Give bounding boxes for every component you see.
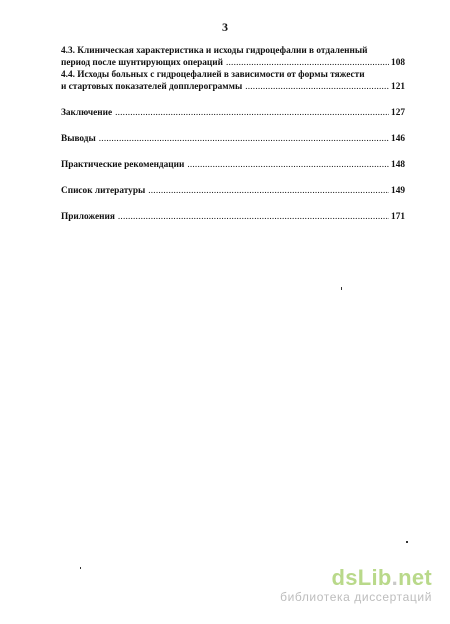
toc-page-number: 171 <box>391 212 405 222</box>
toc-entry-conclusion[interactable] <box>61 107 405 119</box>
toc-page-number: 149 <box>391 186 405 196</box>
page-number: 3 <box>222 20 228 34</box>
toc-entry-title: Заключение <box>61 108 113 118</box>
watermark-logo: dsLib.net <box>331 565 432 590</box>
toc-entry-title-continued: и стартовых показателей допплерограммы <box>61 82 243 92</box>
dot-leader <box>187 159 389 171</box>
dot-leader <box>245 81 389 93</box>
toc-page-number: 108 <box>391 58 405 68</box>
toc-page-number: 127 <box>391 108 405 118</box>
toc-entry-recommendations[interactable] <box>61 159 405 171</box>
toc-entry-4-3[interactable] <box>61 45 405 69</box>
site-watermark <box>280 566 432 604</box>
dot-leader <box>148 185 389 197</box>
dot-leader <box>226 57 389 69</box>
table-of-contents <box>61 45 405 223</box>
toc-entry-references[interactable] <box>61 185 405 197</box>
dot-leader <box>118 211 389 223</box>
toc-entry-findings[interactable] <box>61 133 405 145</box>
toc-entry-title: Практические рекомендации <box>61 160 185 170</box>
toc-entry-title: Выводы <box>61 134 96 144</box>
scan-speck <box>80 567 81 569</box>
toc-entry-title-line1: 4.4. Исходы больных с гидроцефалией в зависимости от формы тяжести <box>61 70 365 80</box>
toc-entry-title-line1: 4.3. Клиническая характеристика и исходы гидроцефалии в отдаленный <box>61 46 368 56</box>
toc-page-number: 148 <box>391 160 405 170</box>
watermark-subtitle: библиотека диссертаций <box>280 590 432 604</box>
toc-page-number: 146 <box>391 134 405 144</box>
toc-entry-title-line2 <box>61 57 405 69</box>
toc-entry-appendices[interactable] <box>61 211 405 223</box>
toc-page-number: 121 <box>391 82 405 92</box>
scan-speck <box>341 287 342 290</box>
scan-speck <box>406 541 408 543</box>
toc-entry-title: Приложения <box>61 212 115 222</box>
toc-entry-title-continued: период после шунтирующих операций <box>61 58 223 68</box>
toc-entry-4-4[interactable] <box>61 69 405 93</box>
dot-leader <box>99 133 389 145</box>
toc-entry-title-line2 <box>61 81 405 93</box>
toc-entry-title: Список литературы <box>61 186 146 196</box>
dot-leader <box>115 107 389 119</box>
